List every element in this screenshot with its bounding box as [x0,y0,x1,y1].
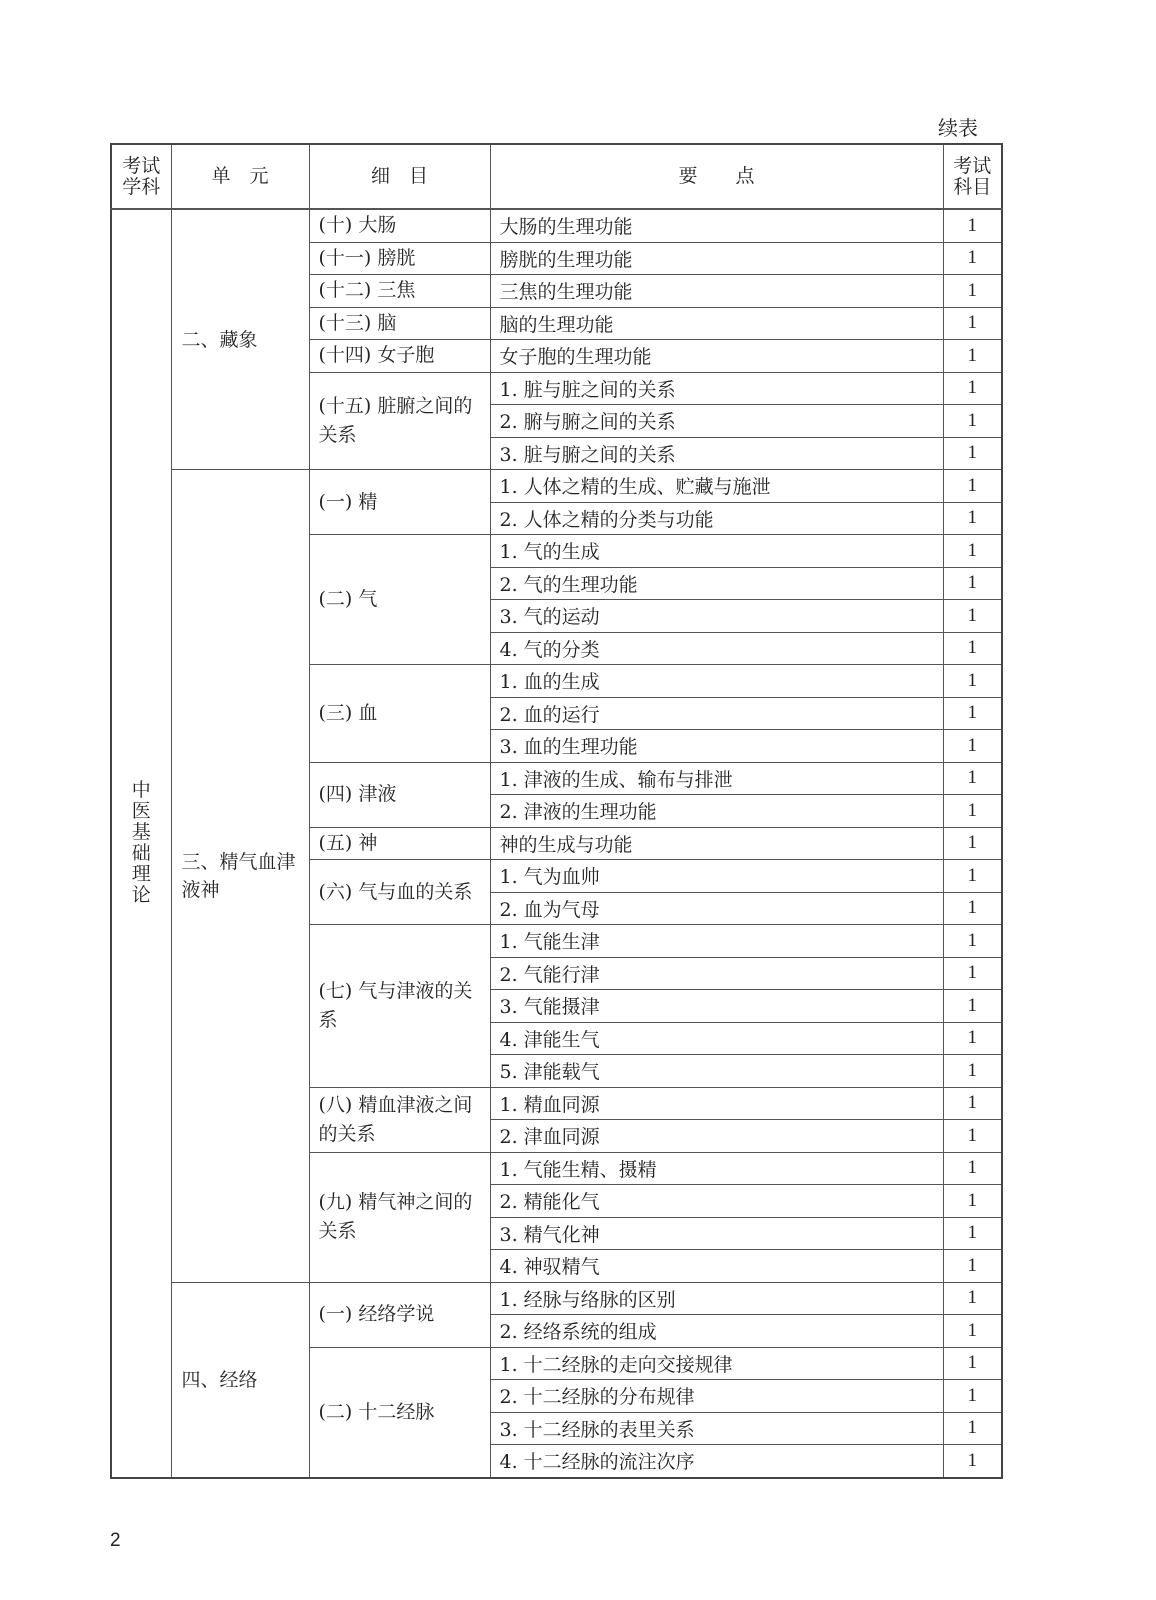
level-cell: 1 [943,795,1002,828]
level-cell: 1 [943,730,1002,763]
table-row [111,470,1002,503]
subject-label: 中医基础理论 [131,779,151,907]
level-cell: 1 [943,405,1002,438]
level-cell: 1 [943,860,1002,893]
header-unit: 单 元 [171,144,309,209]
point-cell: 2. 十二经脉的分布规律 [490,1380,943,1413]
point-cell: 2. 腑与腑之间的关系 [490,405,943,438]
point-cell: 神的生成与功能 [490,827,943,860]
level-cell: 1 [943,1445,1002,1478]
level-cell: 1 [943,1282,1002,1315]
detail-cell: (五) 神 [309,827,490,860]
point-cell: 2. 津血同源 [490,1120,943,1153]
point-cell: 3. 血的生理功能 [490,730,943,763]
level-cell: 1 [943,827,1002,860]
detail-cell: (一) 精 [309,470,490,535]
detail-cell: (十三) 脑 [309,307,490,340]
level-cell: 1 [943,925,1002,958]
detail-cell: (十) 大肠 [309,209,490,242]
point-cell: 1. 津液的生成、输布与排泄 [490,762,943,795]
detail-cell: (二) 气 [309,535,490,665]
level-cell: 1 [943,957,1002,990]
point-cell: 2. 气的生理功能 [490,567,943,600]
level-cell: 1 [943,1055,1002,1088]
point-cell: 5. 津能载气 [490,1055,943,1088]
level-cell: 1 [943,632,1002,665]
detail-cell: (十四) 女子胞 [309,340,490,373]
point-cell: 4. 气的分类 [490,632,943,665]
header-row [111,144,1002,209]
point-cell: 3. 十二经脉的表里关系 [490,1412,943,1445]
level-cell: 1 [943,892,1002,925]
page-number: 2 [110,1530,121,1551]
point-cell: 2. 经络系统的组成 [490,1315,943,1348]
level-cell: 1 [943,1152,1002,1185]
level-cell: 1 [943,307,1002,340]
detail-cell: (十二) 三焦 [309,275,490,308]
point-cell: 2. 精能化气 [490,1185,943,1218]
unit-cell: 三、精气血津液神 [171,470,309,1283]
detail-cell: (八) 精血津液之间的关系 [309,1087,490,1152]
level-cell: 1 [943,1412,1002,1445]
point-cell: 2. 人体之精的分类与功能 [490,502,943,535]
point-cell: 1. 经脉与络脉的区别 [490,1282,943,1315]
point-cell: 3. 精气化神 [490,1217,943,1250]
point-cell: 1. 血的生成 [490,665,943,698]
level-cell: 1 [943,502,1002,535]
point-cell: 3. 脏与腑之间的关系 [490,437,943,470]
point-cell: 2. 气能行津 [490,957,943,990]
exam-outline-table [110,143,1003,1479]
level-cell: 1 [943,697,1002,730]
continued-label: 续表 [938,116,978,140]
level-cell: 1 [943,1250,1002,1283]
level-cell: 1 [943,1315,1002,1348]
point-cell: 三焦的生理功能 [490,275,943,308]
unit-cell: 二、藏象 [171,209,309,470]
point-cell: 大肠的生理功能 [490,209,943,242]
point-cell: 4. 十二经脉的流注次序 [490,1445,943,1478]
table-body [111,209,1002,1478]
level-cell: 1 [943,535,1002,568]
point-cell: 1. 人体之精的生成、贮藏与施泄 [490,470,943,503]
level-cell: 1 [943,990,1002,1023]
level-cell: 1 [943,372,1002,405]
point-cell: 1. 气为血帅 [490,860,943,893]
point-cell: 1. 脏与脏之间的关系 [490,372,943,405]
point-cell: 1. 精血同源 [490,1087,943,1120]
level-cell: 1 [943,1022,1002,1055]
level-cell: 1 [943,665,1002,698]
level-cell: 1 [943,567,1002,600]
point-cell: 脑的生理功能 [490,307,943,340]
level-cell: 1 [943,762,1002,795]
level-cell: 1 [943,1120,1002,1153]
level-cell: 1 [943,1217,1002,1250]
level-cell: 1 [943,1380,1002,1413]
point-cell: 2. 血的运行 [490,697,943,730]
level-cell: 1 [943,437,1002,470]
table-row [111,1282,1002,1315]
point-cell: 1. 十二经脉的走向交接规律 [490,1347,943,1380]
detail-cell: (三) 血 [309,665,490,763]
point-cell: 1. 气的生成 [490,535,943,568]
point-cell: 4. 津能生气 [490,1022,943,1055]
header-detail: 细 目 [309,144,490,209]
subject-cell [111,209,171,1478]
detail-cell: (十五) 脏腑之间的关系 [309,372,490,470]
detail-cell: (九) 精气神之间的关系 [309,1152,490,1282]
table-row [111,209,1002,242]
level-cell: 1 [943,1185,1002,1218]
level-cell: 1 [943,600,1002,633]
detail-cell: (六) 气与血的关系 [309,860,490,925]
point-cell: 3. 气能摄津 [490,990,943,1023]
level-cell: 1 [943,340,1002,373]
detail-cell: (一) 经络学说 [309,1282,490,1347]
detail-cell: (四) 津液 [309,762,490,827]
header-level: 考试科目 [943,144,1002,209]
header-subject: 考试学科 [111,144,171,209]
level-cell: 1 [943,242,1002,275]
point-cell: 膀胱的生理功能 [490,242,943,275]
point-cell: 2. 血为气母 [490,892,943,925]
level-cell: 1 [943,1347,1002,1380]
point-cell: 女子胞的生理功能 [490,340,943,373]
unit-cell: 四、经络 [171,1282,309,1478]
point-cell: 4. 神驭精气 [490,1250,943,1283]
level-cell: 1 [943,275,1002,308]
detail-cell: (十一) 膀胱 [309,242,490,275]
point-cell: 1. 气能生精、摄精 [490,1152,943,1185]
detail-cell: (七) 气与津液的关系 [309,925,490,1088]
header-point: 要 点 [490,144,943,209]
detail-cell: (二) 十二经脉 [309,1347,490,1478]
level-cell: 1 [943,470,1002,503]
point-cell: 2. 津液的生理功能 [490,795,943,828]
level-cell: 1 [943,209,1002,242]
point-cell: 1. 气能生津 [490,925,943,958]
point-cell: 3. 气的运动 [490,600,943,633]
level-cell: 1 [943,1087,1002,1120]
